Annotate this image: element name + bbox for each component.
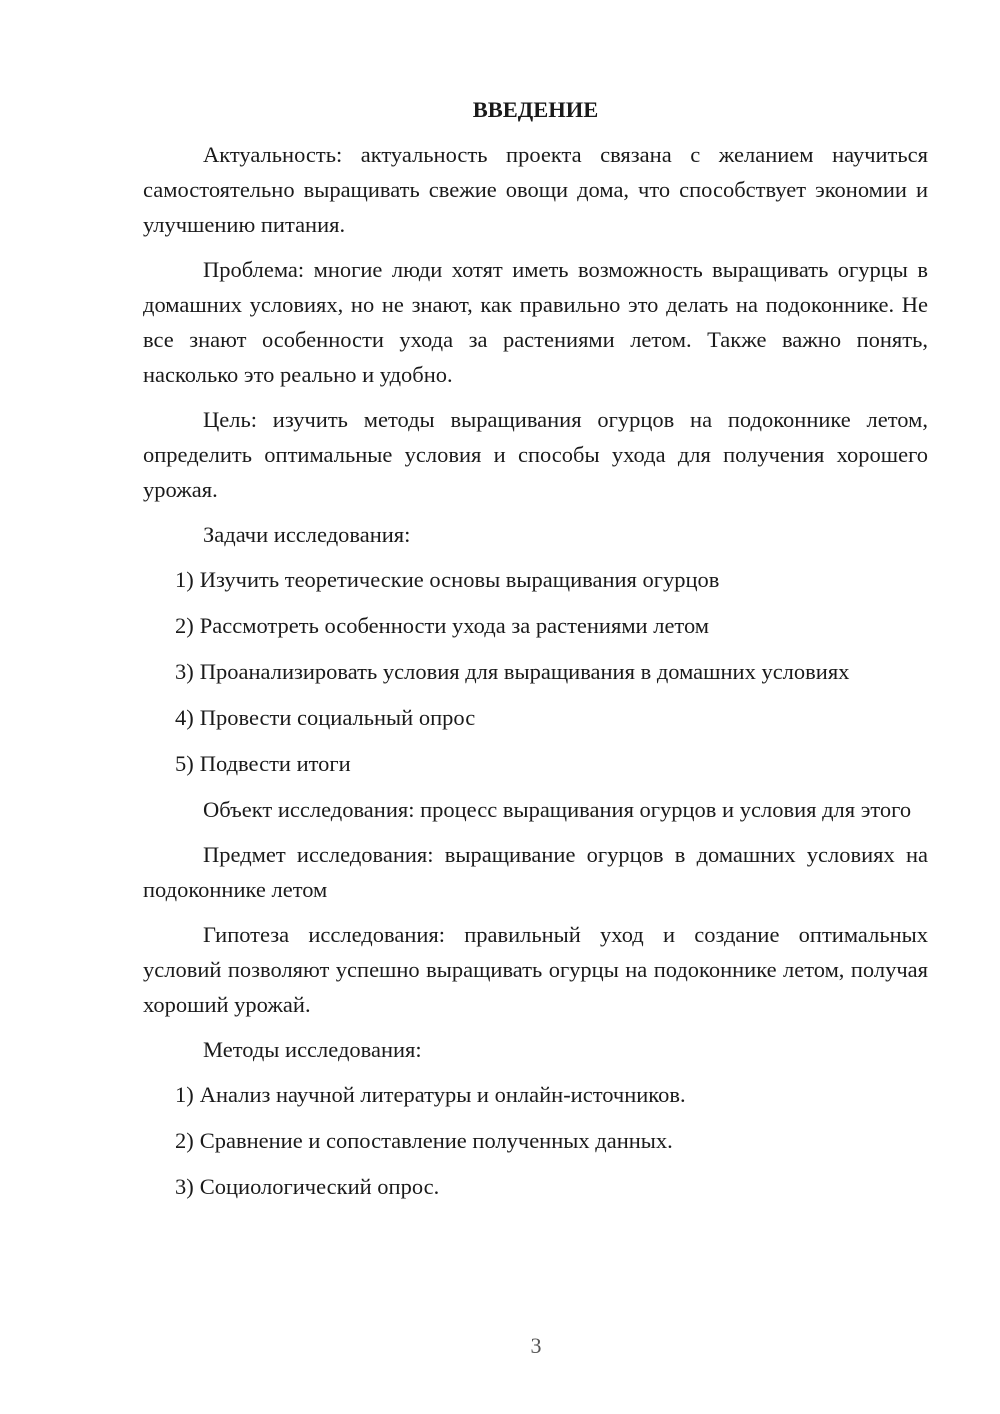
paragraph-goal: Цель: изучить методы выращивания огурцов на подоконнике летом, определить оптимальные условия и способы ухода для получения хорошего урожая.	[143, 407, 928, 502]
paragraph-problem: Проблема: многие люди хотят иметь возможность выращивать огурцы в домашних условиях, но не знают, как правильно это делать на подоконнике. Не все знают особенности ухода за растениями летом. Также важно понять, насколько это реально и удобно.	[143, 257, 928, 387]
list-item-number: 3)	[175, 659, 194, 684]
list-item-number: 4)	[175, 705, 194, 730]
list-item	[143, 654, 928, 689]
list-item-number: 2)	[175, 613, 194, 638]
list-item-number: 3)	[175, 1174, 194, 1199]
list-item-number: 1)	[175, 567, 194, 592]
list-item-text: Провести социальный опрос	[199, 705, 476, 730]
methods-list	[143, 1077, 928, 1204]
section-heading: ВВЕДЕНИЕ	[472, 97, 599, 122]
list-item-text: Анализ научной литературы и онлайн-источников.	[199, 1082, 686, 1107]
list-item-text: Проанализировать условия для выращивания в домашних условиях	[199, 659, 850, 684]
list-item	[143, 1123, 928, 1158]
list-item-text: Изучить теоретические основы выращивания огурцов	[199, 567, 720, 592]
list-item-text: Социологический опрос.	[199, 1174, 440, 1199]
list-item-number: 1)	[175, 1082, 194, 1107]
tasks-title: Задачи исследования:	[203, 522, 411, 547]
list-item	[143, 608, 928, 643]
list-item	[143, 700, 928, 735]
tasks-list	[143, 562, 928, 781]
page-content	[143, 95, 928, 1215]
list-item	[143, 1077, 928, 1112]
paragraph-object: Объект исследования: процесс выращивания огурцов и условия для этого	[203, 797, 912, 822]
paragraph-subject: Предмет исследования: выращивание огурцов в домашних условиях на подоконнике летом	[143, 842, 928, 902]
list-item	[143, 746, 928, 781]
list-item-text: Рассмотреть особенности ухода за растениями летом	[199, 613, 710, 638]
paragraph-hypothesis: Гипотеза исследования: правильный уход и создание оптимальных условий позволяют успешно выращивать огурцы на подоконнике летом, получая хороший урожай.	[143, 922, 928, 1017]
list-item-number: 2)	[175, 1128, 194, 1153]
list-item-text: Подвести итоги	[199, 751, 351, 776]
list-item	[143, 562, 928, 597]
list-item-number: 5)	[175, 751, 194, 776]
list-item-text: Сравнение и сопоставление полученных данных.	[199, 1128, 673, 1153]
paragraph-relevance: Актуальность: актуальность проекта связана с желанием научиться самостоятельно выращивать свежие овощи дома, что способствует экономии и улучшению питания.	[143, 142, 928, 237]
list-item	[143, 1169, 928, 1204]
page-number: 3	[530, 1333, 542, 1358]
methods-title: Методы исследования:	[203, 1037, 422, 1062]
